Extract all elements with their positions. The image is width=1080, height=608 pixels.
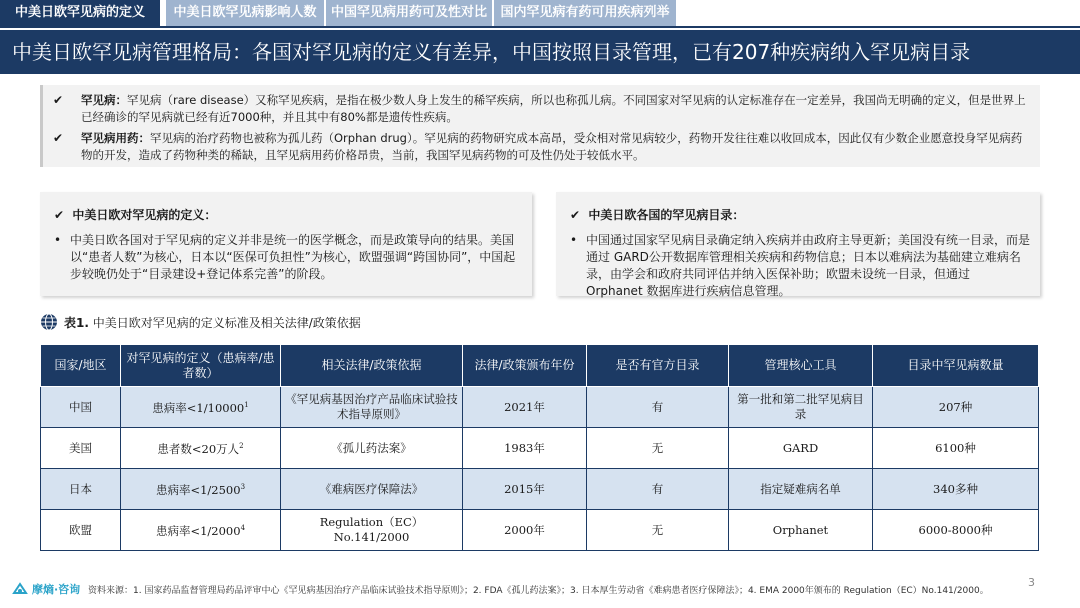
cell-definition: 患者数<20万人$^2$ xyxy=(121,428,281,469)
table-row xyxy=(41,387,1039,428)
cell-region: 中国 xyxy=(41,387,121,428)
table-row xyxy=(41,469,1039,510)
cell-year: 1983年 xyxy=(463,428,587,469)
cell-catalog: 有 xyxy=(587,387,729,428)
box-heading: ✔ 中美日欧各国的罕见病目录： xyxy=(570,208,745,222)
globe-icon xyxy=(40,313,58,331)
catalog-summary-box xyxy=(556,192,1040,296)
table-caption xyxy=(40,312,361,332)
table-row xyxy=(41,428,1039,469)
bullet-icon: • xyxy=(570,233,578,247)
tab-drug-accessibility[interactable]: 中国罕见病用药可及性对比 xyxy=(326,0,492,26)
cell-region: 欧盟 xyxy=(41,510,121,551)
cell-count: 207种 xyxy=(873,387,1039,428)
table-header-row xyxy=(41,345,1039,387)
column-header: 对罕见病的定义（患病率/患者数） xyxy=(121,345,281,387)
cell-catalog: 无 xyxy=(587,510,729,551)
cell-tool: 指定疑难病名单 xyxy=(729,469,873,510)
check-icon: ✔ xyxy=(54,208,73,222)
cell-count: 6000-8000种 xyxy=(873,510,1039,551)
definition-term: 罕见病用药： xyxy=(81,131,150,145)
tab-affected-population[interactable]: 中美日欧罕见病影响人数 xyxy=(166,0,324,26)
top-tab-strip xyxy=(0,0,1080,27)
bullet-icon: • xyxy=(54,233,62,247)
definition-text xyxy=(81,92,1033,126)
definition-body: 罕见病（rare disease）又称罕见疾病，是指在极少数人身上发生的稀罕疾病，所以也称孤儿病。不同国家对罕见病的认定标准存在一定差异，我国尚无明确的定义，但是世界上已经确诊的罕见病就已经有近7000种，并且其中有80%都是遗传性疾病。 xyxy=(81,93,1026,124)
cell-tool: 第一批和第二批罕见病目录 xyxy=(729,387,873,428)
tab-separator xyxy=(162,0,164,26)
definition-orphan-drug xyxy=(53,130,1033,166)
cell-definition: 患病率$<1/2500^3$ xyxy=(121,469,281,510)
cell-year: 2021年 xyxy=(463,387,587,428)
box-body-text: 中国通过国家罕见病目录确定纳入疾病并由政府主导更新；美国没有统一目录，而是通过 GARD公开数据库管理相关疾病和药物信息；日本以难病法为基础建立难病名录，由学会和政府共同评估并纳入医保补助；欧盟未设统一目录，但通过 Orphanet 数据库进行疾病信息管理。 xyxy=(586,233,1031,298)
cell-count: 340多种 xyxy=(873,469,1039,510)
column-header: 法律/政策颁布年份 xyxy=(463,345,587,387)
cell-year: 2000年 xyxy=(463,510,587,551)
column-header: 是否有官方目录 xyxy=(587,345,729,387)
title-banner xyxy=(0,30,1080,74)
cell-tool: Orphanet xyxy=(729,510,873,551)
cell-law: 《难病医疗保障法》 xyxy=(281,469,463,510)
tab-rare-disease-definition[interactable]: 中美日欧罕见病的定义 xyxy=(0,0,160,26)
column-header: 管理核心工具 xyxy=(729,345,873,387)
tab-treatable-diseases[interactable]: 国内罕见病有药可用疾病列举 xyxy=(494,0,676,26)
box-body-text: 中美日欧各国对于罕见病的定义并非是统一的医学概念，而是政策导向的结果。美国以“患者人数”为核心，日本以“医保可负担性”为核心，欧盟强调“跨国协同”，中国起步较晚仍处于“目录建设+登记体系完善”的阶段。 xyxy=(70,233,516,281)
cell-definition: 患病率$<1/10000^1$ xyxy=(121,387,281,428)
cell-count: 6100种 xyxy=(873,428,1039,469)
logo-icon xyxy=(12,581,28,597)
cell-law: 《孤儿药法案》 xyxy=(281,428,463,469)
cell-region: 美国 xyxy=(41,428,121,469)
cell-region: 日本 xyxy=(41,469,121,510)
table-row xyxy=(41,510,1039,551)
cell-law: 《罕见病基因治疗产品临床试验技术指导原则》 xyxy=(281,387,463,428)
cell-catalog: 无 xyxy=(587,428,729,469)
definitions-panel xyxy=(40,85,1040,167)
definition-rare-disease xyxy=(53,92,1033,128)
definition-term: 罕见病： xyxy=(81,93,127,107)
column-header: 国家/地区 xyxy=(41,345,121,387)
box-heading: ✔ 中美日欧对罕见病的定义： xyxy=(54,208,217,222)
check-icon: ✔ xyxy=(53,93,64,107)
check-icon: ✔ xyxy=(53,131,64,145)
cell-year: 2015年 xyxy=(463,469,587,510)
cell-law: Regulation（EC）No.141/2000 xyxy=(281,510,463,551)
caption-text: 表1. 中美日欧对罕见病的定义标准及相关法律/政策依据 xyxy=(64,315,361,330)
source-note: 资料来源：1. 国家药品监督管理局药品评审中心《罕见病基因治疗产品临床试验技术指导原则》；2. FDA《孤儿药法案》；3. 日本厚生劳动省《难病患者医疗保障法》；4. EMA 2000年颁布的 Regulation（EC）No.141/2000。 xyxy=(88,586,989,596)
rare-disease-comparison-table xyxy=(40,344,1039,551)
cell-tool: GARD xyxy=(729,428,873,469)
check-icon: ✔ xyxy=(570,208,589,222)
brand-logo xyxy=(12,580,80,598)
tab-underline xyxy=(0,26,1080,28)
column-header: 目录中罕见病数量 xyxy=(873,345,1039,387)
cell-catalog: 有 xyxy=(587,469,729,510)
definition-body: 罕见病的治疗药物也被称为孤儿药（Orphan drug）。罕见病的药物研究成本高昂，受众相对常见病较少，药物开发往往难以收回成本，因此仅有少数企业愿意投身罕见病药物的开发，造成了药物种类的稀缺，且罕见病用药价格昂贵，当前，我国罕见病药物的可及性仍处于较低水平。 xyxy=(81,131,1023,162)
page-number: 3 xyxy=(1028,576,1035,589)
page-title: 中美日欧罕见病管理格局：各国对罕见病的定义有差异，中国按照目录管理，已有207种疾病纳入罕见病目录 xyxy=(12,40,971,64)
logo-text: 摩熵·咨询 xyxy=(32,583,81,596)
definition-summary-box xyxy=(40,192,532,296)
column-header: 相关法律/政策依据 xyxy=(281,345,463,387)
cell-definition: 患病率$<1/2000^4$ xyxy=(121,510,281,551)
definition-text xyxy=(81,130,1033,164)
